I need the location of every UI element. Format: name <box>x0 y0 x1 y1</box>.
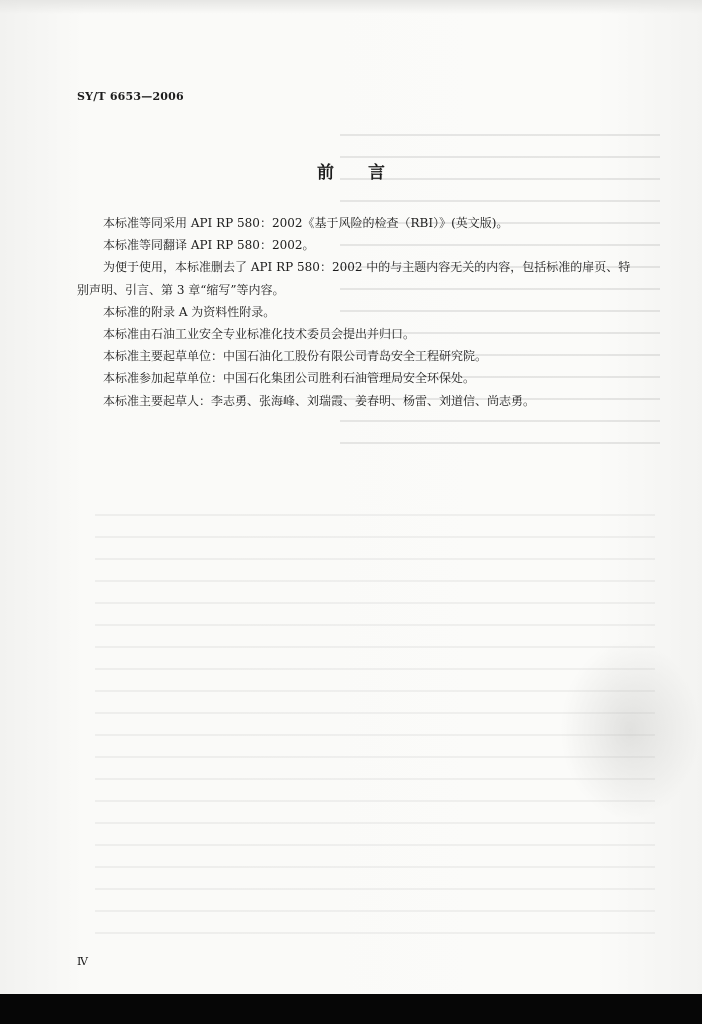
page-fold-shadow <box>0 0 702 14</box>
paragraph-participating-drafter: 本标准参加起草单位：中国石化集团公司胜利石油管理局安全环保处。 <box>103 371 476 386</box>
paragraph-main-drafter: 本标准主要起草单位：中国石油化工股份有限公司青岛安全工程研究院。 <box>103 349 488 364</box>
paragraph-adoption: 本标准等同采用 API RP 580：2002《基于风险的检查（RBI）》(英文版)。 <box>103 216 509 230</box>
paragraph-drafters: 本标准主要起草人：李志勇、张海峰、刘瑞霞、姜春明、杨雷、刘道信、尚志勇。 <box>103 393 536 408</box>
paragraph-omissions: 为便于使用，本标准删去了 API RP 580：2002 中的与主题内容无关的内容，包括标准的扉页、特别声明、引言、第 3 章“缩写”等内容。 <box>77 260 631 297</box>
scan-smudge <box>560 640 700 820</box>
standard-code: SY/T 6653—2006 <box>77 90 184 103</box>
scan-bottom-border <box>0 994 702 1024</box>
foreword-body <box>77 212 637 412</box>
paragraph-translation: 本标准等同翻译 API RP 580：2002。 <box>103 238 315 253</box>
paragraph-committee: 本标准由石油工业安全专业标准化技术委员会提出并归口。 <box>103 327 416 342</box>
section-title: 前言 <box>317 163 419 183</box>
paragraph-annex: 本标准的附录 A 为资料性附录。 <box>103 304 276 319</box>
page-number: Ⅳ <box>77 955 88 968</box>
